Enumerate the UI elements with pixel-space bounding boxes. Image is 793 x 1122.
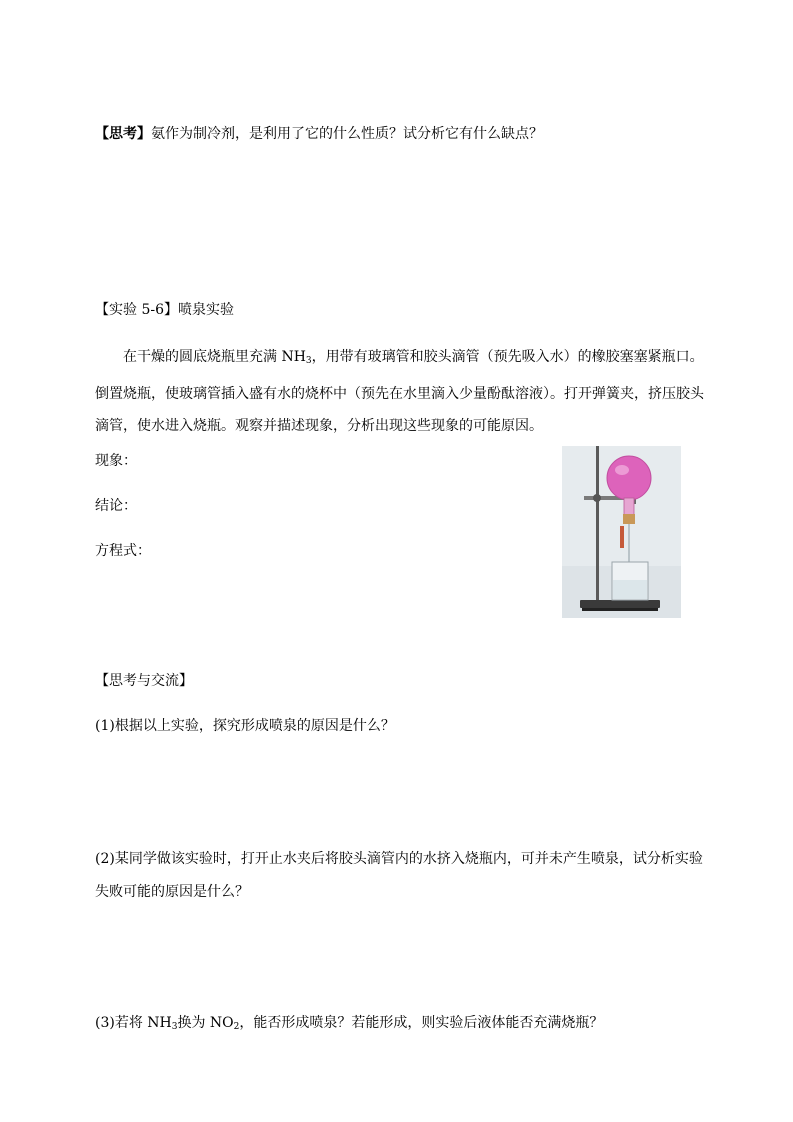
procedure-subscript: 3 — [305, 356, 312, 366]
question-2: (2)某同学做该实验时，打开止水夹后将胶头滴管内的水挤入烧瓶内，可并未产生喷泉，试分析实验失败可能的原因是什么？ — [95, 851, 703, 900]
question-3-sub-2: 2 — [233, 1022, 240, 1032]
experiment-procedure — [95, 341, 705, 443]
think-label: 【思考】 — [95, 126, 151, 142]
question-3-part-b: 换为 NO — [177, 1015, 234, 1031]
question-3 — [95, 1013, 603, 1037]
question-3-sub-1: 3 — [171, 1022, 178, 1032]
fountain-apparatus-illustration — [562, 446, 681, 618]
question-3-part-a: (3)若将 NH — [95, 1015, 172, 1031]
fountain-experiment-photo — [562, 446, 681, 618]
discussion-heading: 【思考与交流】 — [95, 673, 193, 689]
procedure-text-1: 在干燥的圆底烧瓶里充满 NH — [123, 349, 306, 365]
question-1: (1)根据以上实验，探究形成喷泉的原因是什么？ — [95, 718, 395, 734]
observation-label: 现象： — [95, 453, 137, 469]
equation-label: 方程式： — [95, 543, 151, 559]
think-question — [95, 124, 543, 144]
question-3-part-c: ，能否形成喷泉？若能形成，则实验后液体能否充满烧瓶？ — [239, 1015, 604, 1031]
conclusion-label: 结论： — [95, 498, 137, 514]
procedure-text-2: ，用带有玻璃管和胶头滴管（预先吸入水）的橡胶塞塞紧瓶口。倒置烧瓶，使玻璃管插入盛有水的烧杯中（预先在水里滴入少量酚酞溶液）。打开弹簧夹，挤压胶头滴管，使水进入烧瓶。观察并描述现象，分析出现这些现象的可能原因。 — [95, 349, 704, 434]
think-text: 氨作为制冷剂，是利用了它的什么性质？试分析它有什么缺点？ — [151, 126, 543, 142]
experiment-heading: 【实验 5-6】喷泉实验 — [95, 302, 234, 318]
